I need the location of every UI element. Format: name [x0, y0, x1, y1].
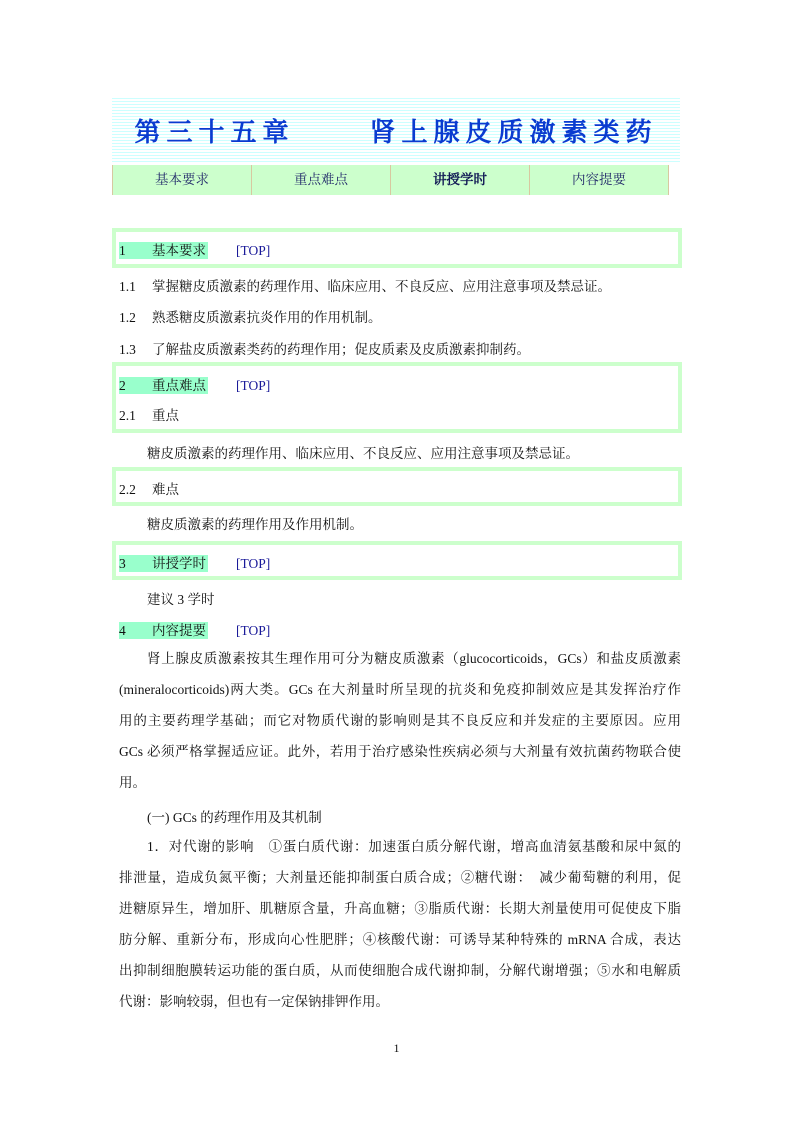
- nav-key-points[interactable]: 重点难点: [252, 165, 391, 195]
- subheading-2-2: 2.2 难点: [119, 482, 179, 497]
- section-heading-highlight: 4 内容提要: [119, 623, 206, 638]
- section-3-heading: [119, 552, 270, 572]
- chapter-title: 第三十五章 肾上腺皮质激素类药: [134, 118, 658, 147]
- section-heading-highlight: 3 讲授学时: [119, 556, 206, 571]
- nav-bar: [112, 165, 669, 195]
- section-1-heading: [119, 239, 270, 259]
- subheading-pharmacology: (一) GCs 的药理作用及其机制: [147, 810, 322, 825]
- list-item: 1.1 掌握糖皮质激素的药理作用、临床应用、不良反应、应用注意事项及禁忌证。: [119, 279, 611, 294]
- page-number: 1: [393, 1041, 400, 1055]
- intro-paragraph: 肾上腺皮质激素按其生理作用可分为糖皮质激素（glucocorticoids，GCs）和盐皮质激素 (mineralocorticoids)两大类。GCs 在大剂量时所呈现的抗炎和免疫抑制效应是其发挥治疗作 用的主要药理学基础；而它对物质代谢的影响则是其不良反应和并发症的主要原因。应用 GCs 必须严格掌握适应证。此外，若用于治疗感染性疾病必须与大剂量有效抗菌药物联合使 用。: [119, 651, 681, 790]
- paragraph: 糖皮质激素的药理作用及作用机制。: [147, 517, 363, 532]
- subheading-2-1: 2.1 重点: [119, 408, 179, 423]
- nav-basic-requirements[interactable]: 基本要求: [113, 165, 252, 195]
- list-item: 1.3 了解盐皮质激素类药的药理作用；促皮质素及皮质激素抑制药。: [119, 342, 530, 357]
- list-item: 1.2 熟悉糖皮质激素抗炎作用的作用机制。: [119, 310, 382, 325]
- top-link[interactable]: [TOP]: [236, 378, 271, 393]
- section-4-heading: [119, 619, 270, 639]
- metabolism-paragraph: 1．对代谢的影响 ①蛋白质代谢：加速蛋白质分解代谢，增高血清氨基酸和尿中氮的 排泄量，造成负氮平衡；大剂量还能抑制蛋白质合成；②糖代谢： 减少葡萄糖的利用，促 进糖原异生，增加肝、肌糖原含量，升高血糖；③脂质代谢：长期大剂量使用可促使皮下脂 肪分解、重新分布，形成向心性肥胖；④核酸代谢：可诱导某种特殊的 mRNA 合成，表达 出抑制细胞膜转运功能的蛋白质，从而使细胞合成代谢抑制，分解代谢增强；⑤水和电解质 代谢：影响较弱，但也有一定保钠排钾作用。: [119, 839, 681, 1009]
- paragraph: 糖皮质激素的药理作用、临床应用、不良反应、应用注意事项及禁忌证。: [147, 446, 579, 461]
- section-2-box: [112, 362, 682, 433]
- paragraph: 建议 3 学时: [147, 592, 215, 607]
- top-link[interactable]: [TOP]: [236, 556, 271, 571]
- title-banner: [112, 98, 680, 164]
- nav-teaching-hours[interactable]: 讲授学时: [391, 165, 530, 195]
- top-link[interactable]: [TOP]: [236, 243, 271, 258]
- nav-content-summary[interactable]: 内容提要: [530, 165, 669, 195]
- top-link[interactable]: [TOP]: [236, 623, 271, 638]
- section-heading-highlight: 1 基本要求: [119, 243, 206, 258]
- section-2-2-box: [112, 467, 682, 506]
- section-2-heading: [119, 374, 270, 394]
- section-heading-highlight: 2 重点难点: [119, 378, 206, 393]
